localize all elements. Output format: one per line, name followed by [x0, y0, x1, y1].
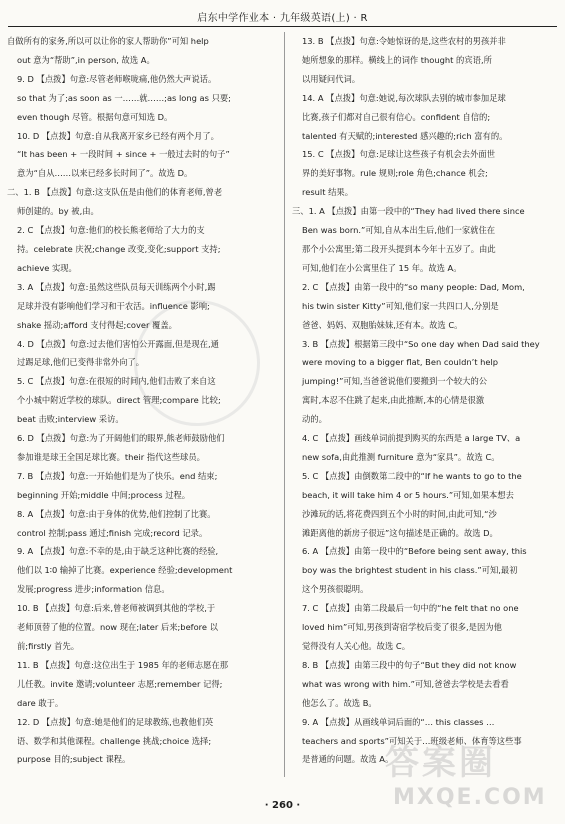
- answer-line: 爸爸、妈妈、双胞胎妹妹,还有本。故选 C。: [302, 319, 463, 330]
- answer-line: 前;firstly 首先。: [17, 641, 80, 651]
- answer-line: 9. A 【点拨】句意:不幸的是,由于缺乏这种比赛的经验,: [17, 546, 219, 557]
- answer-line: beat 击败;interview 采访。: [17, 414, 124, 425]
- page-number: · 260 ·: [264, 800, 301, 811]
- answer-line: 沙滩玩的话,将花费四到五个小时的时间,由此可知,“沙: [302, 508, 497, 519]
- answer-line: 自做所有的家务,所以可以让你的家人帮助你”可知 help: [7, 36, 209, 46]
- answer-line: what was wrong with him.”可知,爸爸去学校是去看看: [302, 678, 509, 689]
- answer-line: were moving to a bigger flat, Ben couldn’t help: [302, 357, 499, 368]
- answer-line: new sofa,由此推测 furniture 意为“家具”。故选 C。: [302, 451, 500, 462]
- answer-line: 足球并没有影响他们学习和干农活。influence 影响;: [17, 300, 210, 311]
- page-header-title: 启东中学作业本 · 九年级英语(上) · R: [197, 13, 368, 24]
- answer-line: 二、1. B 【点拨】句意:这支队伍是由他们的体育老师,曾老: [7, 187, 223, 198]
- answer-line: “It has been + 一段时间 + since + 一般过去时的句子”: [17, 149, 230, 160]
- answer-line: 11. B 【点拨】句意:这位出生于 1985 年的老师志愿在那: [17, 659, 228, 670]
- answer-line: teachers and sports”可知关于…班级老师、体育等这些事: [302, 735, 522, 746]
- answer-line: 4. D 【点拨】句意:过去他们害怕公开露面,但是现在,通: [17, 338, 219, 349]
- answer-line: dare 敢于。: [17, 697, 64, 708]
- answer-line: 7. B 【点拨】句意:一开始他们是为了快乐。end 结束;: [17, 470, 218, 481]
- answer-line: 12. D 【点拨】句意:她是他们的足球教练,也教他们英: [17, 716, 214, 727]
- answer-line: 9. D 【点拨】句意:尽管老师喉咙痛,他仍然大声说话。: [17, 73, 217, 84]
- answer-line: 14. A 【点拨】句意:她说,每次球队去别的城市参加足球: [302, 92, 506, 103]
- answer-line: 6. D 【点拨】句意:为了开阔他们的眼界,熊老师鼓励他们: [17, 433, 225, 444]
- answer-line: 13. B 【点拨】句意:令她惊讶的是,这些农村的男孩并非: [302, 36, 506, 46]
- answer-line: out 意为“帮助”,in person, 故选 A。: [17, 54, 155, 65]
- answer-line: 7. C 【点拨】由第二段最后一句中的“he felt that no one: [302, 603, 519, 614]
- answer-line: achieve 实现。: [17, 262, 77, 273]
- answer-line: 2. C 【点拨】由第一段中的“so many people: Dad, Mom,: [302, 281, 525, 292]
- answer-line: even though 尽管。根据句意可知选 D。: [17, 111, 173, 122]
- answer-line: 觉得没有人关心他。故选 C。: [302, 641, 410, 651]
- answer-line: 个小城中附近学校的球队。direct 管理;compare 比较;: [17, 395, 221, 406]
- answer-line: 三、1. A 【点拨】由第一段中的“They had lived there since: [292, 206, 525, 217]
- answer-line: 比赛,孩子们都对自己很有信心。confident 自信的;: [302, 111, 491, 122]
- right-answer-column: [292, 32, 556, 769]
- answer-line: 语、数学和其他课程。challenge 挑战;choice 选择;: [17, 735, 212, 746]
- answer-line: 6. A 【点拨】由第一段中的“Before being sent away, this: [302, 546, 527, 557]
- answer-line: 8. A 【点拨】句意:由于身体的优势,他们控制了比赛。: [17, 508, 216, 519]
- answer-line: 4. C 【点拨】画线单词前提到购买的东西是 a large TV、a: [302, 433, 521, 444]
- left-answer-column: [7, 32, 278, 769]
- answer-line: 发展;progress 进步;information 信息。: [17, 584, 170, 595]
- answer-line: 那个小公寓里;第二段开头提到本今年十五岁了。由此: [302, 243, 496, 254]
- answer-line: 9. A 【点拨】从画线单词后面的“… this classes …: [302, 716, 495, 727]
- answer-line: his twin sister Kitty”可知,他们家一共四口人,分别是: [302, 300, 499, 311]
- column-divider: [284, 32, 285, 777]
- page-header: [0, 0, 565, 30]
- answer-line: 3. B 【点拨】根据第三段中“So one day when Dad said they: [302, 338, 540, 349]
- answer-line: 界的美好事物。rule 规则;role 角色;chance 机会;: [302, 168, 488, 179]
- answer-line: shake 摇动;afford 支付得起;cover 覆盖。: [17, 319, 177, 330]
- answer-line: Ben was born.”可知,自从本出生后,他们一家就住在: [302, 225, 496, 236]
- answer-line: 15. C 【点拨】句意:足球让这些孩子有机会去外面世: [302, 149, 495, 160]
- answer-line: purpose 目的;subject 课程。: [17, 754, 131, 765]
- answer-line: 5. C 【点拨】句意:在很短的时间内,他们击败了来自这: [17, 376, 216, 387]
- answer-line: 老师顶替了他的位置。now 现在;later 后来;before 以: [17, 622, 218, 633]
- answer-line: 滩距离他的新房子很远”这句描述是正确的。故选 D。: [302, 527, 498, 538]
- answer-line: 她所想象的那样。横线上的词作 thought 的宾语,所: [302, 54, 492, 65]
- answer-line: 10. D 【点拨】句意:自从我离开家乡已经有两个月了。: [17, 130, 219, 141]
- watermark-logo-text: 答案圈: [385, 743, 496, 783]
- answer-line: loved him”可知,男孩到寄宿学校后变了很多,是因为他: [302, 622, 502, 633]
- answer-line: 可知,他们在小公寓里住了 15 年。故选 A。: [302, 262, 462, 273]
- answer-line: 5. C 【点拨】由倒数第二段中的“If he wants to go to the: [302, 470, 522, 481]
- answer-line: result 结果。: [302, 187, 354, 198]
- answer-line: 8. B 【点拨】由第三段中的句子“But they did not know: [302, 659, 517, 670]
- answer-line: so that 为了;as soon as 一……就……;as long as 只要;: [17, 92, 231, 103]
- answer-line: 持。celebrate 庆祝;change 改变,变化;support 支持;: [17, 243, 221, 254]
- answer-line: 过踢足球,他们已变得非常外向了。: [17, 357, 145, 368]
- answer-line: 儿任教。invite 邀请;volunteer 志愿;remember 记得;: [17, 678, 223, 689]
- answer-line: 以用疑问代词。: [302, 73, 361, 84]
- answer-line: talented 有天赋的;interested 感兴趣的;rich 富有的。: [302, 130, 508, 141]
- answer-line: 动的。: [302, 414, 327, 425]
- answer-line: beginning 开始;middle 中间;process 过程。: [17, 489, 191, 500]
- answer-line: 是普通的问题。故选 A。: [302, 754, 394, 765]
- answer-line: 10. B 【点拨】句意:后来,曾老师被调到其他的学校,于: [17, 603, 216, 614]
- answer-line: beach, it will take him 4 or 5 hours.”可知,如果本想去: [302, 489, 514, 500]
- answer-line: 参加谁是球王全国足球比赛。their 指代这些球员。: [17, 451, 205, 462]
- answer-line: 2. C 【点拨】句意:他们的校长熊老师给了大力的支: [17, 225, 205, 236]
- answer-line: control 控制;pass 通过;finish 完成;record 记录。: [17, 527, 208, 538]
- answer-line: jumping!”可知,当爸爸说他们要搬到一个较大的公: [302, 376, 488, 387]
- answer-line: 寓时,本忍不住跳了起来,由此推断,本的心情是很激: [302, 395, 485, 406]
- answer-line: boy was the brightest student in his class.”可知,最初: [302, 565, 518, 576]
- watermark-url-text: MXQE.COM: [393, 785, 547, 810]
- answer-line: 3. A 【点拨】句意:虽然这些队员每天训练两个小时,踢: [17, 281, 216, 292]
- site-watermark: [385, 735, 560, 815]
- answer-line: 他怎么了。故选 B。: [302, 697, 377, 708]
- answer-line: 师创建的。by 被,由。: [17, 206, 99, 217]
- header-rule: [8, 26, 557, 27]
- answer-line: 这个男孩很聪明。: [302, 584, 369, 595]
- answer-line: 意为“自从……以来已经多长时间了”。故选 D。: [17, 168, 193, 179]
- answer-line: 他们以 1∶0 输掉了比赛。experience 经验;development: [17, 565, 233, 576]
